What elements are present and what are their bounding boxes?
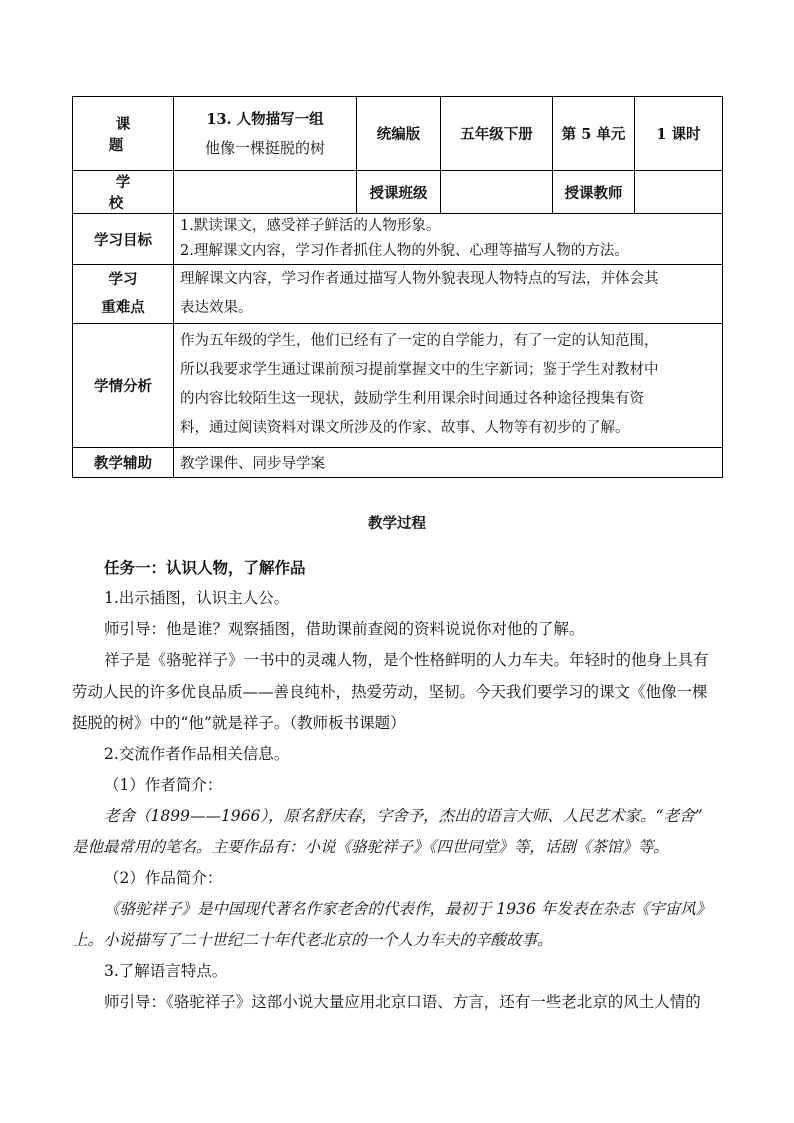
analysis-label: 学情分析 [73,324,174,448]
row-topic [73,97,723,171]
author-subtitle: （1）作者简介： [104,776,223,794]
para1-line2: 劳动人民的许多优良品质——善良纯朴，热爱劳动，坚韧。今天我们要学习的课文《他像一棵 [72,683,708,701]
key-points-label: 学习 重难点 [73,265,174,324]
process-heading: 教学过程 [368,515,426,532]
topic-label: 课 题 [73,97,174,171]
teacher-label: 授课教师 [553,171,635,214]
guide3: 师引导：《骆驼祥子》这部小说大量应用北京口语、方言，还有一些老北京的风土人情的 [104,993,701,1011]
lesson-info-table [72,96,723,478]
work-line1: 《骆驼祥子》是中国现代著名作家老舍的代表作，最初于 1936 年发表在杂志《宇宙风》 [104,900,712,918]
row-objectives [73,214,723,265]
school-label: 学 校 [73,171,174,214]
item3: 3.了解语言特点。 [104,962,228,980]
task1-title: 任务一：认识人物，了解作品 [104,558,306,577]
key-points-content: 理解课文内容，学习作者通过描写人物外貌表现人物特点的写法，并体会其 表达效果。 [174,265,723,324]
lesson-title-line2: 他像一棵挺脱的树 [204,138,325,157]
author-line1: 老舍（1899——1966），原名舒庆春，字舍予，杰出的语言大师、人民艺术家。“老舍” [104,807,703,825]
author-line2: 是他最常用的笔名。主要作品有：小说《骆驼祥子》《四世同堂》等，话剧《茶馆》等。 [72,838,669,856]
objective-2: 2.理解课文内容，学习作者抓住人物的外貌、心理等描写人物的方法。 [180,243,629,259]
lesson-title [174,97,357,171]
item1: 1.出示插图，认识主人公。 [104,589,290,607]
row-school [73,171,723,214]
guide1: 师引导：他是谁？观察插图，借助课前查阅的资料说说你对他的了解。 [104,620,585,638]
class-label: 授课班级 [357,171,441,214]
objectives-content [174,214,723,265]
edition: 统编版 [357,97,441,171]
aids-label: 教学辅助 [73,448,174,478]
objectives-label: 学习目标 [73,214,174,265]
row-analysis [73,324,723,448]
para1-line1: 祥子是《骆驼祥子》一书中的灵魂人物，是个性格鲜明的人力车夫。年轻时的他身上具有 [104,651,709,669]
aids-value: 教学课件、同步导学案 [174,448,723,478]
item2: 2.交流作者作品相关信息。 [104,745,290,763]
lesson-title-line1: 13. 人物描写一组 [206,110,324,128]
row-aids [73,448,723,478]
teacher-value [635,171,723,214]
row-key-points [73,265,723,324]
para1-line3: 挺脱的树》中的“他”就是祥子。（教师板书课题） [72,714,406,732]
unit: 第 5 单元 [553,97,635,171]
class-value [441,171,553,214]
work-subtitle: （2）作品简介： [104,869,223,887]
class-hours: 1 课时 [635,97,723,171]
work-line2: 上。小说描写了二十世纪二十年代老北京的一个人力车夫的辛酸故事。 [72,931,553,949]
analysis-content: 作为五年级的学生，他们已经有了一定的自学能力，有了一定的认知范围， 所以我要求学生通过课前预习提前掌握文中的生字新词；鉴于学生对教材中 的内容比较陌生这一现状，鼓励学生利用课余时间通过各种途径搜集有资 料，通过阅读资料对课文所涉及的作家、故事、人物等有初步的了解。 [174,324,723,448]
school-value [174,171,357,214]
objective-1: 1.默读课文，感受祥子鲜活的人物形象。 [180,218,441,234]
grade: 五年级下册 [441,97,553,171]
